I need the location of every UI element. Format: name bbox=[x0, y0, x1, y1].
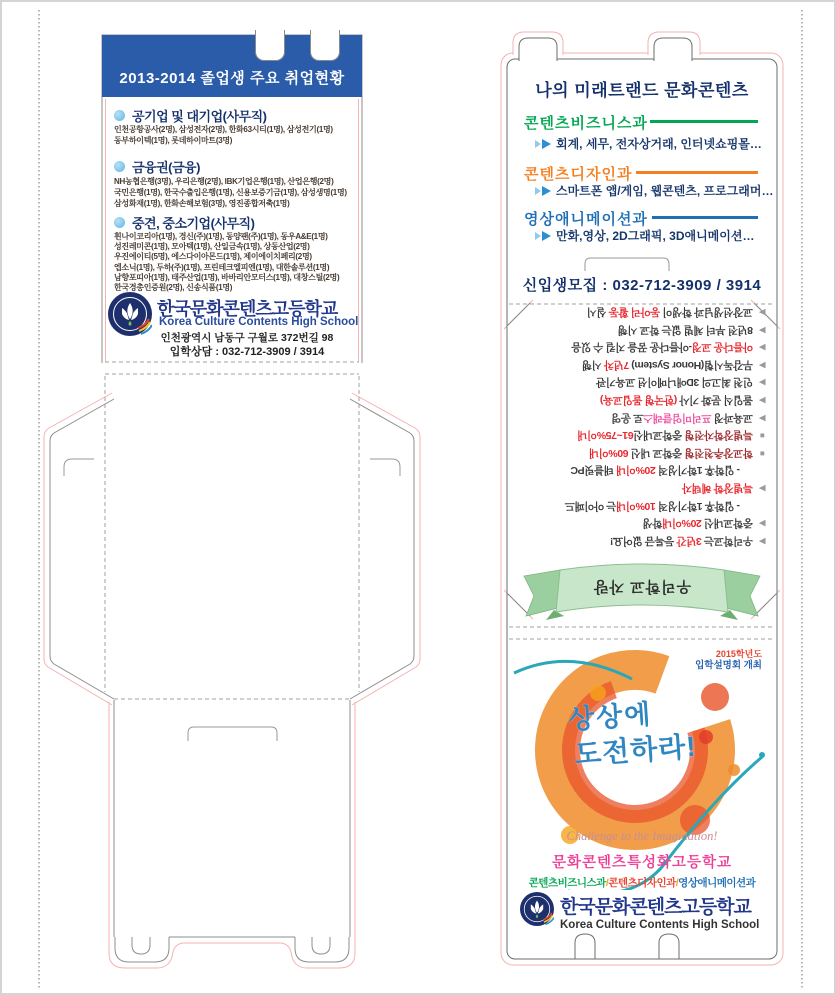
poster-school-names bbox=[560, 892, 759, 931]
arrow-icon bbox=[542, 231, 551, 241]
arrow-icon bbox=[535, 140, 541, 148]
dept-underline bbox=[652, 216, 758, 219]
dept-animation-name: 영상애니메이션과 bbox=[524, 211, 648, 228]
die-cut-slot bbox=[255, 30, 285, 61]
dept-underline bbox=[636, 171, 758, 174]
company-line: 한국경총인증원(2명), 신송식품(1명) bbox=[114, 282, 233, 292]
ribbon-text: 우리학교 자랑 bbox=[592, 578, 692, 595]
pride-item: ■ 특별장학자전형 중학교내신61~75%이내 bbox=[577, 429, 765, 442]
pride-item: ▶ 우리학교는 3년간 등록금 없어요! bbox=[610, 534, 766, 547]
future-trend-title: 나의 미래트랜드 문화콘텐츠 bbox=[535, 81, 749, 100]
pride-item: - 입학후 1학기성적 20%이내 태블릿PC bbox=[570, 464, 740, 477]
pride-item: ▶ 인천 최고의 3D애니메이션 교육기관 bbox=[596, 376, 766, 389]
pride-item: ▶ 아름다운 교정-아름다운 꿈을 지킬 수 있음 bbox=[571, 341, 766, 354]
dept-design-desc: 스마트폰 앱/게임, 웹콘텐츠, 프로그래머… bbox=[535, 182, 773, 199]
company-line: 휜나이코리아(1명), 경신(주)(1명), 동양팬(주)(1명), 동우A&E(1명) bbox=[114, 232, 328, 241]
bullet-circle-icon bbox=[114, 110, 125, 121]
arrow-icon bbox=[542, 186, 551, 196]
company-line: 국민은행(1명), 한국수출입은행(1명), 신용보증기금(1명), 삼성생명(1명) bbox=[114, 188, 347, 197]
dept-animation-desc: 만화,영상, 2D그래픽, 3D애니메이션… bbox=[535, 227, 754, 244]
dept-design-name: 콘텐츠디자인과 bbox=[524, 166, 633, 183]
section-finance bbox=[114, 157, 200, 176]
poster-logo-row bbox=[520, 892, 759, 931]
company-line: 인천공항공사(2명), 삼성전자(2명), 한화63시티(1명), 삼성전기(1명) bbox=[114, 125, 333, 134]
company-line: 삼성화재(1명), 한화손해보험(3명), 영진종합저축(1명) bbox=[114, 199, 290, 208]
arrow-icon bbox=[542, 139, 551, 149]
poster-slogan-line2: 도전하라! bbox=[573, 730, 698, 771]
company-line: 엡소닉(1명), 두하(주)(1명), 프린테크엘피엔(1명), 대한솔루션(1명) bbox=[114, 262, 330, 272]
bullet-circle-icon bbox=[114, 161, 125, 172]
pride-item: ▶ 8년전 부터 체벌 없는 학교 시행 bbox=[618, 323, 766, 336]
die-cut-slot bbox=[310, 30, 340, 61]
dept-business-name: 콘텐츠비즈니스과 bbox=[524, 115, 648, 132]
pride-item: ▶ 교육과정 프리미엄클래스로 운영 bbox=[611, 411, 766, 424]
company-line: 동부하이텍(1명), 롯데하이마트(3명) bbox=[114, 136, 233, 145]
pride-item: ▶ 특별장학 혜택자 bbox=[682, 481, 766, 494]
arrow-icon bbox=[535, 187, 541, 195]
pride-item: ■ 학교장추천전형 중학교 내신 60%이내 bbox=[589, 446, 765, 459]
school-pride-list-rotated bbox=[510, 302, 768, 554]
company-list bbox=[114, 124, 333, 146]
school-emblem-icon bbox=[520, 892, 554, 926]
pride-ribbon-banner bbox=[520, 558, 764, 622]
admission-phone: 입학상담 : 032-712-3909 / 3914 bbox=[169, 346, 325, 358]
admission-poster bbox=[510, 645, 774, 890]
pride-item: ▶ 몰입식 문화 기사 (한국형 몰입교육) bbox=[600, 393, 766, 406]
company-line: 남향포띠아(1명), 태주산업(1명), 바바리안모터스(1명), 대창스틸(2명) bbox=[114, 272, 340, 282]
pride-item: ▶ 중학교내신 20%이내학생 bbox=[642, 517, 766, 530]
school-name-en: Korea Culture Contents High School bbox=[159, 316, 359, 328]
company-line: 성진레미콘(1명), 모아텍(1명), 산일금속(1명), 상동산업(2명) bbox=[114, 242, 310, 252]
pride-item: ▶ 교장선생님과 학생이 동아리 활동 실시 bbox=[587, 305, 766, 318]
recruit-phone: 신입생모집 : 032-712-3909 / 3914 bbox=[522, 277, 762, 294]
section-title: 금융권(금융) bbox=[132, 160, 200, 175]
dept-underline bbox=[650, 120, 758, 123]
poster-school-type: 문화콘텐츠특성화고등학교 bbox=[551, 855, 733, 871]
employment-header bbox=[102, 35, 362, 97]
company-line: NH농협은행(3명), 우리은행(2명), IBK기업은행(1명), 산업은행(2명) bbox=[114, 177, 334, 186]
school-name-kr: 한국문화콘텐츠고등학교 bbox=[560, 897, 751, 918]
company-list bbox=[114, 232, 339, 293]
school-name-kr: 한국문화콘텐츠고등학교 bbox=[157, 299, 338, 319]
poster-slogan-line1: 상상에 bbox=[567, 699, 654, 735]
school-address: 인천광역시 남동구 구월로 372번길 98 bbox=[160, 332, 334, 344]
section-title: 공기업 및 대기업(사무직) bbox=[132, 109, 267, 124]
section-title: 중견, 중소기업(사무직) bbox=[132, 216, 255, 231]
arrow-icon bbox=[535, 232, 541, 240]
bullet-circle-icon bbox=[114, 217, 125, 228]
section-public-companies bbox=[114, 106, 266, 125]
company-list bbox=[114, 176, 347, 209]
school-name-en: Korea Culture Contents High School bbox=[560, 919, 760, 931]
pride-item: ▶ 무감독시험(Honor System) 7년차 시행 bbox=[582, 358, 766, 371]
dept-business-desc: 회계, 세무, 전자상거래, 인터넷쇼핑몰… bbox=[535, 135, 762, 152]
section-midsize-companies bbox=[114, 213, 254, 232]
poster-departments: 콘텐츠비즈니스과/콘텐츠디자인과/영상애니메이션과 bbox=[528, 877, 756, 889]
pride-item: - 입학후 1학기성적 10%이내는 아이패드 bbox=[565, 499, 740, 512]
company-line: 우진에이티(5명), 에스다이아몬드(1명), 제이에이치페리(2명) bbox=[114, 252, 312, 262]
admission-event-label: 2015학년도 입학설명회 개최 bbox=[695, 649, 762, 671]
poster-english-tagline: Challenge to the Imagination! bbox=[566, 829, 718, 843]
employment-title: 2013-2014 졸업생 주요 취업현황 bbox=[119, 70, 345, 87]
